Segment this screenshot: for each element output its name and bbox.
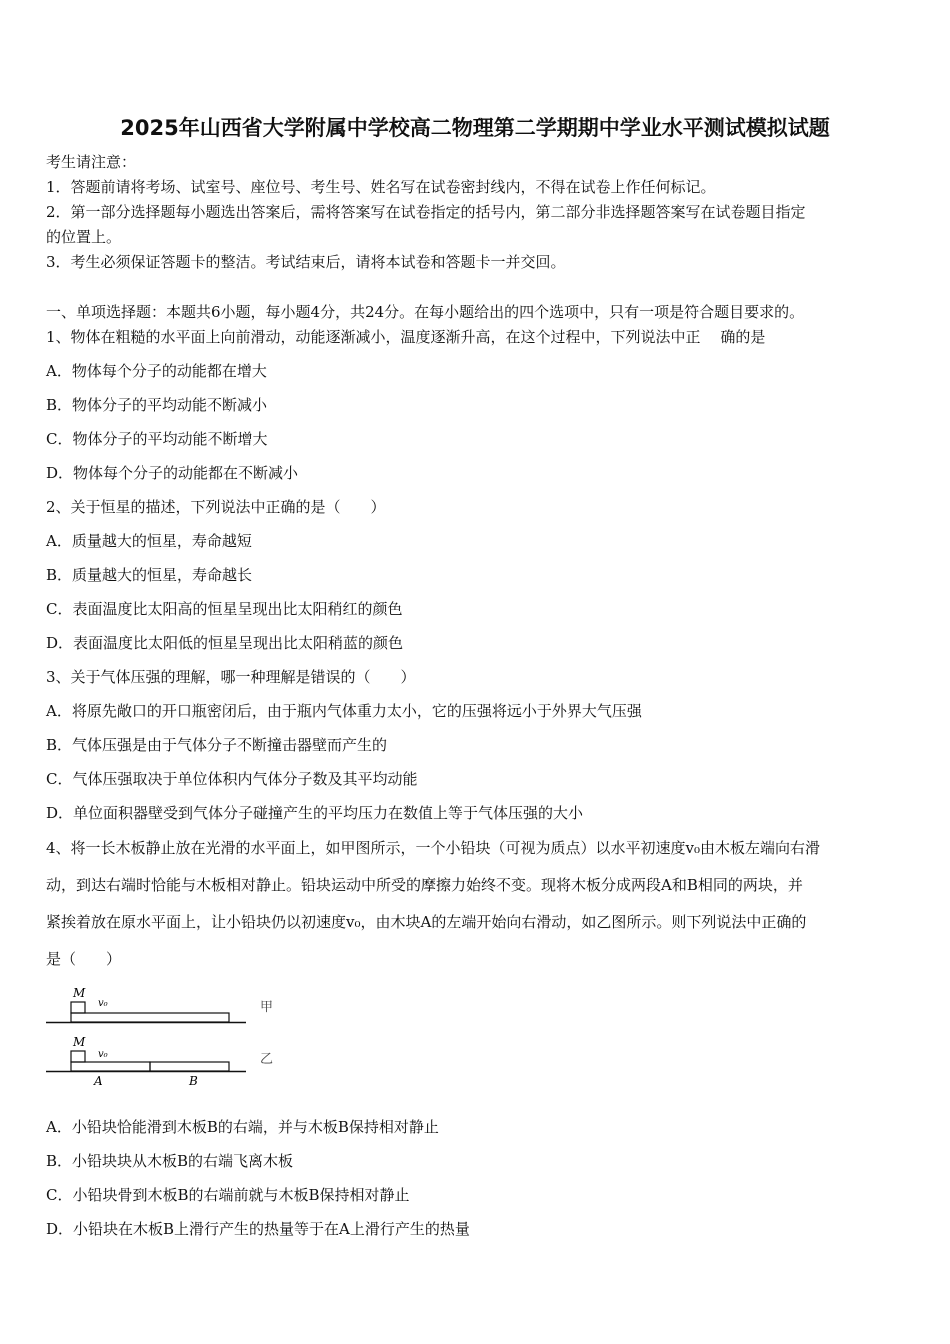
q3-option-b: B．气体压强是由于气体分子不断撞击器壁而产生的 bbox=[46, 736, 388, 754]
label-a: A bbox=[94, 1074, 103, 1088]
label-yi: 乙 bbox=[260, 1052, 274, 1067]
notice-item: 3．考生必须保证答题卡的整洁。考试结束后，请将本试卷和答题卡一并交回。 bbox=[46, 253, 566, 271]
q4-stem-line: 动，到达右端时恰能与木板相对静止。铅块运动中所受的摩擦力始终不变。现将木板分成两段A和B相同的两块，并 bbox=[46, 876, 803, 894]
q3-option-a: A．将原先敞口的开口瓶密闭后，由于瓶内气体重力太小，它的压强将远小于外界大气压强 bbox=[46, 702, 642, 720]
lead-block bbox=[71, 1051, 85, 1062]
q1-option-a: A．物体每个分子的动能都在增大 bbox=[46, 362, 267, 380]
label-jia: 甲 bbox=[260, 1000, 274, 1015]
q2-option-c: C．表面温度比太阳高的恒星呈现出比太阳稍红的颜色 bbox=[46, 600, 403, 618]
q4-stem-line: 4、将一长木板静止放在光滑的水平面上，如甲图所示，一个小铅块（可视为质点）以水平初速度v₀由木板左端向右滑 bbox=[46, 839, 821, 857]
label-v0: v₀ bbox=[98, 998, 108, 1009]
q1-option-b: B．物体分子的平均动能不断减小 bbox=[46, 396, 268, 414]
q3-option-d: D．单位面积器壁受到气体分子碰撞产生的平均压力在数值上等于气体压强的大小 bbox=[46, 804, 584, 822]
q2-option-a: A．质量越大的恒星，寿命越短 bbox=[46, 532, 252, 550]
notice-item: 2．第一部分选择题每小题选出答案后，需将答案写在试卷指定的括号内，第二部分非选择题答案写在试卷题目指定 bbox=[46, 203, 806, 221]
figure-yi bbox=[46, 1035, 273, 1088]
label-m: M bbox=[73, 986, 86, 1000]
q3-option-c: C．气体压强取决于单位体积内气体分子数及其平均动能 bbox=[46, 770, 418, 788]
q2-option-b: B．质量越大的恒星，寿命越长 bbox=[46, 566, 253, 584]
q2-stem: 2、关于恒星的描述，下列说法中正确的是（ ） bbox=[46, 498, 386, 516]
board-a bbox=[71, 1062, 150, 1071]
notice-item: 的位置上。 bbox=[46, 228, 122, 246]
q3-stem: 3、关于气体压强的理解，哪一种理解是错误的（ ） bbox=[46, 668, 416, 686]
notice-heading: 考生请注意： bbox=[46, 153, 137, 171]
notice-item: 1．答题前请将考场、试室号、座位号、考生号、姓名写在试卷密封线内，不得在试卷上作任何标记。 bbox=[46, 178, 716, 196]
figure-jia bbox=[46, 986, 273, 1023]
q4-option-b: B．小铅块块从木板B的右端飞离木板 bbox=[46, 1152, 294, 1170]
q4-stem-line: 紧挨着放在原水平面上，让小铅块仍以初速度v₀，由木块A的左端开始向右滑动，如乙图所示。则下列说法中正确的 bbox=[46, 913, 807, 931]
label-v0: v₀ bbox=[98, 1049, 108, 1060]
q4-option-d: D．小铅块在木板B上滑行产生的热量等于在A上滑行产生的热量 bbox=[46, 1220, 470, 1238]
q4-stem-line: 是（ ） bbox=[46, 950, 122, 968]
q4-figure bbox=[40, 983, 290, 1088]
page-title: 2025年山西省大学附属中学校高二物理第二学期期中学业水平测试模拟试题 bbox=[120, 116, 830, 140]
section-heading: 一、单项选择题：本题共6小题，每小题4分，共24分。在每小题给出的四个选项中，只有一项是符合题目要求的。 bbox=[46, 303, 805, 321]
board-b bbox=[150, 1062, 229, 1071]
q4-option-a: A．小铅块恰能滑到木板B的右端，并与木板B保持相对静止 bbox=[46, 1118, 439, 1136]
q2-option-d: D．表面温度比太阳低的恒星呈现出比太阳稍蓝的颜色 bbox=[46, 634, 404, 652]
q1-option-c: C．物体分子的平均动能不断增大 bbox=[46, 430, 268, 448]
q4-option-c: C．小铅块骨到木板B的右端前就与木板B保持相对静止 bbox=[46, 1186, 410, 1204]
lead-block bbox=[71, 1002, 85, 1013]
q1-stem: 1、物体在粗糙的水平面上向前滑动，动能逐渐减小，温度逐渐升高，在这个过程中，下列说法中正 确的是 bbox=[46, 328, 766, 346]
label-m: M bbox=[73, 1035, 86, 1049]
board bbox=[71, 1013, 229, 1022]
q1-option-d: D．物体每个分子的动能都在不断减小 bbox=[46, 464, 299, 482]
label-b: B bbox=[189, 1074, 198, 1088]
